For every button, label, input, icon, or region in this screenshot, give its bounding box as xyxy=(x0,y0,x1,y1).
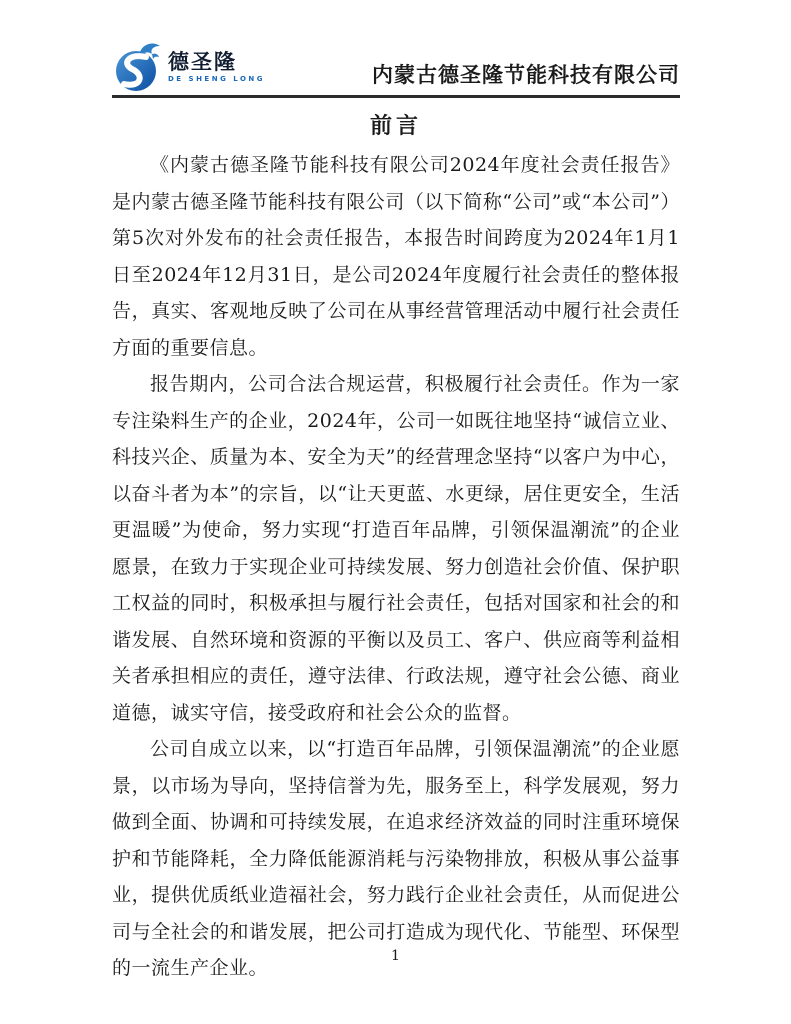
page-title: 前言 xyxy=(369,113,422,139)
logo-english-name: DE SHENG LONG xyxy=(168,74,266,83)
page-header xyxy=(112,36,680,98)
page-number: 1 xyxy=(391,948,400,964)
paragraph-report-period: 报告期内，公司合法合规运营，积极履行社会责任。作为一家专注染料生产的企业，2024年，公司一如既往地坚持“诚信立业、科技兴企、质量为本、安全为天”的经营理念坚持“以客户为中心，以奋斗者为本”的宗旨，以“让天更蓝、水更绿，居住更安全，生活更温暖”为使命，努力实现“打造百年品牌，引领保温潮流”的企业愿景，在致力于实现企业可持续发展、努力创造社会价值、保护职工权益的同时，积极承担与履行社会责任，包括对国家和社会的和谐发展、自然环境和资源的平衡以及员工、客户、供应商等利益相关者承担相应的责任，遵守法律、行政法规，遵守社会公德、商业道德，诚实守信，接受政府和社会公众的监督。 xyxy=(112,373,680,724)
paragraph-since-founding: 公司自成立以来，以“打造百年品牌，引领保温潮流”的企业愿景，以市场为导向，坚持信誉为先，服务至上，科学发展观，努力做到全面、协调和可持续发展，在追求经济效益的同时注重环境保护和节能降耗，全力降低能源消耗与污染物排放，积极从事公益事业，提供优质纸业造福社会，努力践行企业社会责任，从而促进公司与全社会的和谐发展，把公司打造成为现代化、节能型、环保型的一流生产企业。 xyxy=(112,738,680,979)
logo-wordmark xyxy=(168,49,266,83)
logo-chinese-name: 德圣隆 xyxy=(168,49,237,74)
document-body xyxy=(112,109,680,987)
company-logo xyxy=(112,40,265,94)
paragraph-intro: 《内蒙古德圣隆节能科技有限公司2024年度社会责任报告》是内蒙古德圣隆节能科技有限公司（以下简称“公司”或“本公司”）第5次对外发布的社会责任报告，本报告时间跨度为2024年1月1日至2024年12月31日，是公司2024年度履行社会责任的整体报告，真实、客观地反映了公司在从事经营管理活动中履行社会责任方面的重要信息。 xyxy=(112,154,680,359)
page-footer xyxy=(0,945,791,964)
company-name: 内蒙古德圣隆节能科技有限公司 xyxy=(372,62,680,87)
dragon-logo-icon xyxy=(112,40,164,94)
